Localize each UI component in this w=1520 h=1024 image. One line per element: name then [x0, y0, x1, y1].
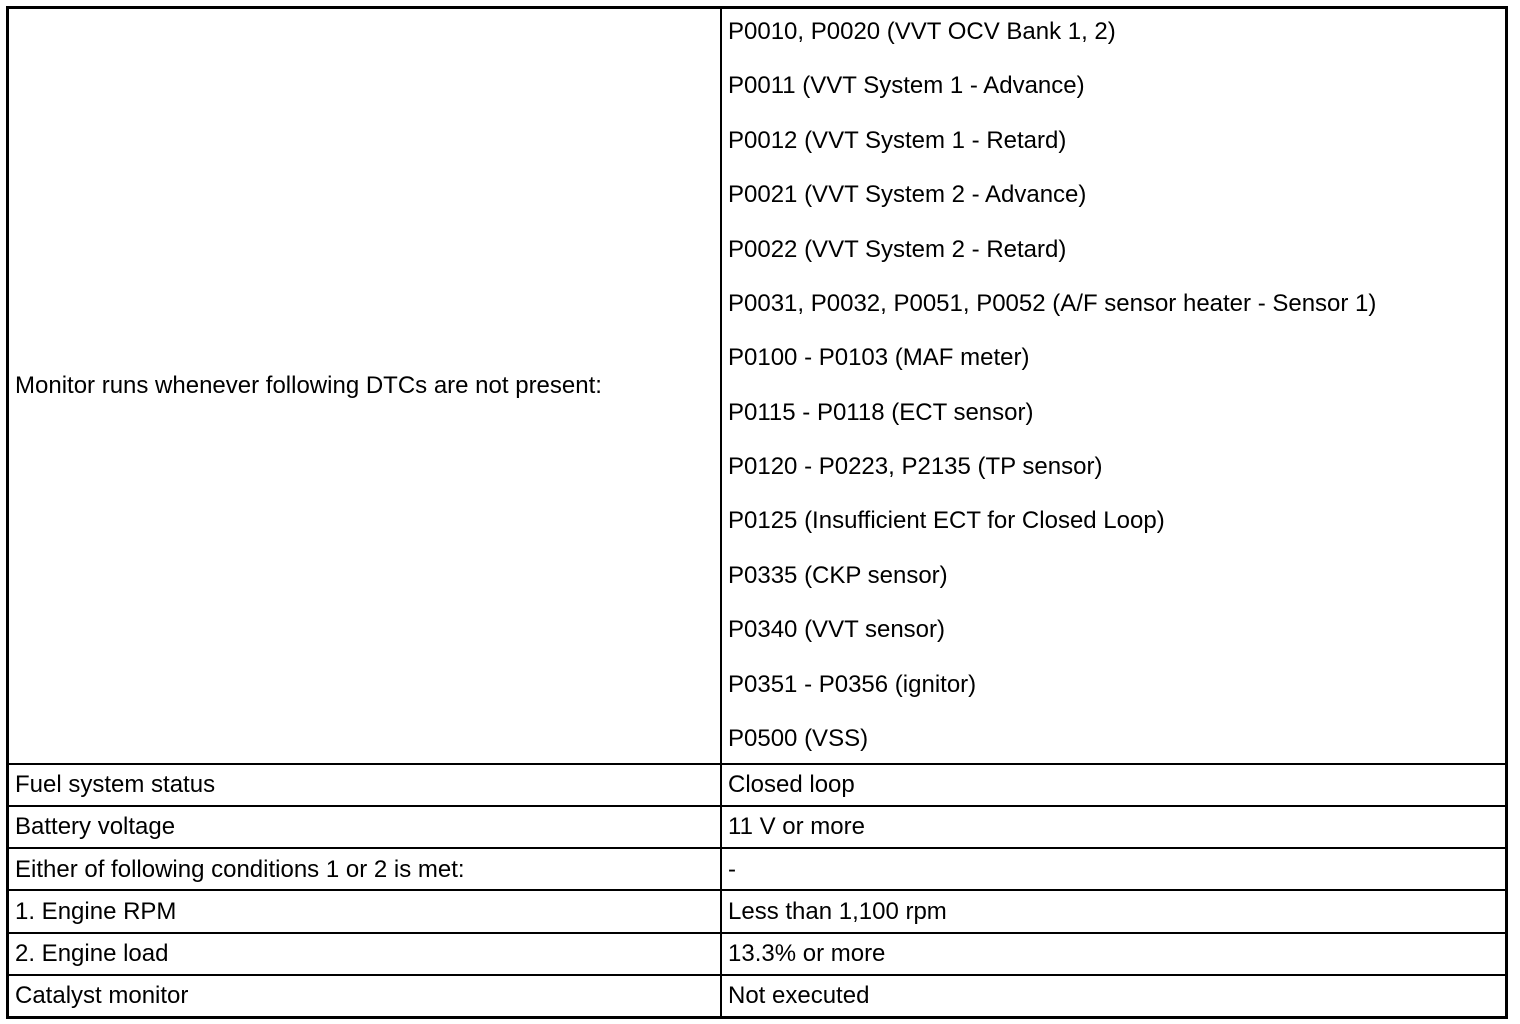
dtc-item: P0125 (Insufficient ECT for Closed Loop)	[728, 507, 1165, 535]
value-cell: Closed loop	[721, 764, 1505, 806]
table-row	[9, 806, 1505, 848]
condition-cell: Catalyst monitor	[9, 975, 721, 1016]
condition-cell: Battery voltage	[9, 806, 721, 848]
dtc-item: P0021 (VVT System 2 - Advance)	[728, 181, 1087, 209]
dtc-item: P0340 (VVT sensor)	[728, 616, 945, 644]
dtc-item: P0011 (VVT System 1 - Advance)	[728, 72, 1085, 100]
dtc-list	[728, 9, 1499, 760]
condition-cell: Fuel system status	[9, 764, 721, 806]
value-cell: 11 V or more	[721, 806, 1505, 848]
conditions-table-frame	[6, 6, 1508, 1019]
value-cell: Not executed	[721, 975, 1505, 1016]
value-cell	[721, 9, 1505, 764]
dtc-item: P0031, P0032, P0051, P0052 (A/F sensor heater - Sensor 1)	[728, 289, 1377, 317]
value-cell: 13.3% or more	[721, 933, 1505, 975]
dtc-item: P0500 (VSS)	[728, 724, 869, 752]
dtc-item: P0010, P0020 (VVT OCV Bank 1, 2)	[728, 18, 1116, 45]
table-row	[9, 764, 1505, 806]
dtc-item: P0351 - P0356 (ignitor)	[728, 670, 977, 698]
table-row	[9, 933, 1505, 975]
condition-cell: 1. Engine RPM	[9, 890, 721, 932]
table-row	[9, 9, 1505, 764]
value-cell: Less than 1,100 rpm	[721, 890, 1505, 932]
dtc-item: P0115 - P0118 (ECT sensor)	[728, 398, 1034, 426]
condition-cell: 2. Engine load	[9, 933, 721, 975]
dtc-item: P0012 (VVT System 1 - Retard)	[728, 126, 1067, 154]
condition-cell: Monitor runs whenever following DTCs are not present:	[9, 9, 721, 764]
dtc-item: P0100 - P0103 (MAF meter)	[728, 344, 1030, 372]
table-row	[9, 975, 1505, 1016]
table-row	[9, 890, 1505, 932]
dtc-item: P0335 (CKP sensor)	[728, 561, 948, 589]
condition-cell: Either of following conditions 1 or 2 is met:	[9, 848, 721, 890]
dtc-item: P0022 (VVT System 2 - Retard)	[728, 235, 1067, 263]
conditions-table	[9, 9, 1505, 1016]
dtc-item: P0120 - P0223, P2135 (TP sensor)	[728, 453, 1103, 480]
value-cell: -	[721, 848, 1505, 890]
table-row	[9, 848, 1505, 890]
